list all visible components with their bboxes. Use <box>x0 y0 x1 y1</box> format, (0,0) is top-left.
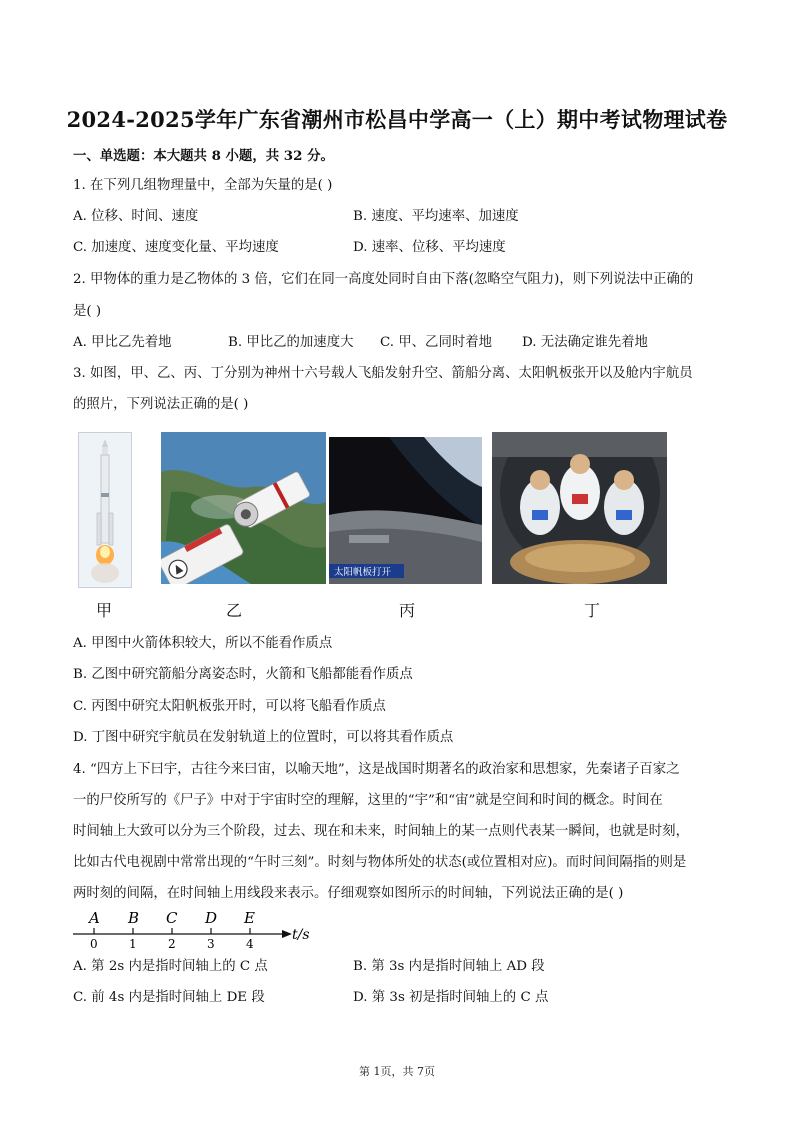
axis-letter-d: D <box>205 909 218 927</box>
q2-stem-line2: 是( ) <box>73 304 102 319</box>
axis-number-0: 0 <box>90 937 98 951</box>
separation-photo <box>161 432 326 584</box>
q3-option-d: D. 丁图中研究宇航员在发射轨道上的位置时，可以将其看作质点 <box>73 730 454 745</box>
axis-arrow-icon <box>282 930 292 938</box>
q4-option-b: B. 第 3s 内是指时间轴上 AD 段 <box>353 959 545 974</box>
caption-jia: 甲 <box>96 601 113 620</box>
q3-stem-line2: 的照片，下列说法正确的是( ) <box>73 397 249 412</box>
q4-paragraph-line2: 一的尸佼所写的《尸子》中对于宇宙时空的理解，这里的“宇”和“宙”就是空间和时间的概念。时间在 <box>73 793 663 808</box>
q2-option-c: C. 甲、乙同时着地 <box>380 335 493 350</box>
astronauts-photo <box>492 432 667 584</box>
time-axis-diagram <box>70 906 330 952</box>
caption-bing: 丙 <box>399 601 416 620</box>
q1-option-b: B. 速度、平均速率、加速度 <box>353 209 519 224</box>
caption-ding: 丁 <box>584 601 601 620</box>
q2-option-d: D. 无法确定谁先着地 <box>522 335 648 350</box>
section-heading: 一、单选题：本大题共 8 小题，共 32 分。 <box>73 148 334 164</box>
q2-option-a: A. 甲比乙先着地 <box>73 335 172 350</box>
axis-unit-label: t/s <box>292 927 310 943</box>
axis-letter-b: B <box>128 909 140 927</box>
q4-option-d: D. 第 3s 初是指时间轴上的 C 点 <box>353 990 549 1005</box>
q1-option-a: A. 位移、时间、速度 <box>73 209 199 224</box>
rocket-launch-photo <box>78 432 132 588</box>
photo3-label: 太阳帆板打开 <box>334 567 392 578</box>
q4-paragraph-line3: 时间轴上大致可以分为三个阶段，过去、现在和未来，时间轴上的某一点则代表某一瞬间，也就是时刻， <box>73 824 689 839</box>
axis-number-1: 1 <box>129 937 137 951</box>
q4-paragraph-line1: 4. “四方上下曰宇，古往今来曰宙，以喻天地”，这是战国时期著名的政治家和思想家，先秦诸子百家之 <box>73 762 680 777</box>
axis-number-4: 4 <box>246 937 254 951</box>
page-title: 2024-2025学年广东省潮州市松昌中学高一（上）期中考试物理试卷 <box>66 107 728 132</box>
caption-yi: 乙 <box>226 601 243 620</box>
q1-stem: 1. 在下列几组物理量中，全部为矢量的是( ) <box>73 178 333 193</box>
q1-option-d: D. 速率、位移、平均速度 <box>353 240 506 255</box>
q4-paragraph-line5: 两时刻的间隔，在时间轴上用线段来表示。仔细观察如图所示的时间轴，下列说法正确的是( ) <box>73 886 624 901</box>
q3-option-c: C. 丙图中研究太阳帆板张开时，可以将飞船看作质点 <box>73 699 386 714</box>
solar-panel-photo <box>329 437 482 584</box>
q4-option-c: C. 前 4s 内是指时间轴上 DE 段 <box>73 990 265 1005</box>
axis-number-3: 3 <box>207 937 215 951</box>
axis-letter-e: E <box>244 909 255 927</box>
q1-option-c: C. 加速度、速度变化量、平均速度 <box>73 240 279 255</box>
q3-option-a: A. 甲图中火箭体积较大，所以不能看作质点 <box>73 636 333 651</box>
q4-paragraph-line4: 比如古代电视剧中常常出现的“午时三刻”。时刻与物体所处的状态(或位置相对应)。而时间间隔指的则是 <box>73 855 687 870</box>
axis-letter-a: A <box>89 909 100 927</box>
q4-option-a: A. 第 2s 内是指时间轴上的 C 点 <box>73 959 268 974</box>
q3-option-b: B. 乙图中研究箭船分离姿态时，火箭和飞船都能看作质点 <box>73 667 413 682</box>
axis-number-2: 2 <box>168 937 176 951</box>
page-footer: 第 1页，共 7页 <box>359 1065 435 1078</box>
q3-stem-line1: 3. 如图，甲、乙、丙、丁分别为神州十六号载人飞船发射升空、箭船分离、太阳帆板张开以及舱内宇航员 <box>73 366 693 381</box>
q2-stem-line1: 2. 甲物体的重力是乙物体的 3 倍，它们在同一高度处同时自由下落(忽略空气阻力)，则下列说法中正确的 <box>73 272 694 287</box>
q2-option-b: B. 甲比乙的加速度大 <box>228 335 354 350</box>
axis-letter-c: C <box>166 909 178 927</box>
